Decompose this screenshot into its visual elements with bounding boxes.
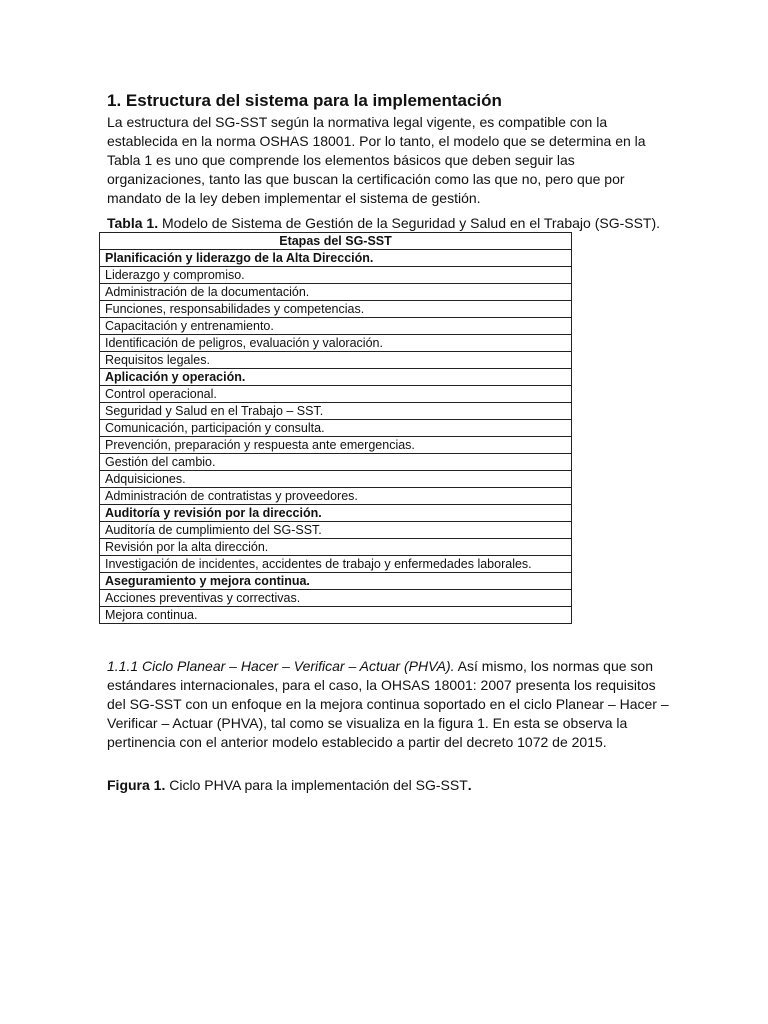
figure-caption-end: .	[467, 777, 472, 793]
table-row	[100, 607, 572, 624]
phva-paragraph	[107, 657, 672, 752]
table-row	[100, 590, 572, 607]
table-header-row	[100, 233, 572, 250]
table-row	[100, 267, 572, 284]
table-row	[100, 284, 572, 301]
table-row	[100, 539, 572, 556]
table-section-cell: Auditoría y revisión por la dirección.	[100, 505, 572, 522]
table-header-cell: Etapas del SG-SST	[100, 233, 572, 250]
table-cell: Control operacional.	[100, 386, 572, 403]
table-cell: Capacitación y entrenamiento.	[100, 318, 572, 335]
table-row	[100, 301, 572, 318]
table-cell: Revisión por la alta dirección.	[100, 539, 572, 556]
table-row	[100, 386, 572, 403]
table-section-cell: Aseguramiento y mejora continua.	[100, 573, 572, 590]
table-cell: Liderazgo y compromiso.	[100, 267, 572, 284]
table-cell: Requisitos legales.	[100, 352, 572, 369]
table-row	[100, 352, 572, 369]
table-row	[100, 335, 572, 352]
table-cell: Administración de la documentación.	[100, 284, 572, 301]
table-cell: Auditoría de cumplimiento del SG-SST.	[100, 522, 572, 539]
table-cell: Seguridad y Salud en el Trabajo – SST.	[100, 403, 572, 420]
table-cell: Administración de contratistas y proveedores.	[100, 488, 572, 505]
intro-paragraph: La estructura del SG-SST según la normativa legal vigente, es compatible con la establecida en la norma OSHAS 18001. Por lo tanto, el modelo que se determina en la Tabla 1 es uno que comprende los elementos básicos que deben seguir las organizaciones, tanto las que buscan la certificación como las que no, pero que por mandato de la ley deben implementar el sistema de gestión.	[107, 114, 646, 206]
table-cell: Gestión del cambio.	[100, 454, 572, 471]
table-cell: Mejora continua.	[100, 607, 572, 624]
table-cell: Funciones, responsabilidades y competencias.	[100, 301, 572, 318]
phva-subheading: 1.1.1 Ciclo Planear – Hacer – Verificar – Actuar (PHVA).	[107, 658, 455, 674]
table-row	[100, 505, 572, 522]
table-row	[100, 454, 572, 471]
sgsst-table	[99, 232, 572, 624]
table-section-cell: Planificación y liderazgo de la Alta Dirección.	[100, 250, 572, 267]
section-heading: 1. Estructura del sistema para la implementación	[107, 91, 502, 110]
table-row	[100, 420, 572, 437]
table-row	[100, 250, 572, 267]
table-cell: Prevención, preparación y respuesta ante emergencias.	[100, 437, 572, 454]
phva-text: Así mismo, los normas que son estándares internacionales, para el caso, la OHSAS 18001: 2007 presenta los requisitos del SG-SST con un enfoque en la mejora continua soportado en el ciclo Planear – Hacer – Verificar – Actuar (PHVA), tal como se visualiza en la figura 1. En esta se observa la pertinencia con el anterior modelo establecido a partir del decreto 1072 de 2015.	[107, 658, 669, 750]
table-cell: Acciones preventivas y correctivas.	[100, 590, 572, 607]
table-cell: Adquisiciones.	[100, 471, 572, 488]
table-row	[100, 437, 572, 454]
table-section-cell: Aplicación y operación.	[100, 369, 572, 386]
figure-caption-text: Ciclo PHVA para la implementación del SG-SST	[165, 777, 468, 793]
table-row	[100, 522, 572, 539]
table-cell: Investigación de incidentes, accidentes de trabajo y enfermedades laborales.	[100, 556, 572, 573]
table-caption-label: Tabla 1.	[107, 215, 159, 231]
table-row	[100, 573, 572, 590]
table-row	[100, 318, 572, 335]
figure-caption	[107, 776, 667, 795]
table-cell: Identificación de peligros, evaluación y valoración.	[100, 335, 572, 352]
table-row	[100, 369, 572, 386]
figure-caption-label: Figura 1.	[107, 777, 166, 793]
table-row	[100, 471, 572, 488]
table-caption-text: Modelo de Sistema de Gestión de la Seguridad y Salud en el Trabajo (SG-SST).	[158, 215, 661, 231]
table-row	[100, 488, 572, 505]
table-cell: Comunicación, participación y consulta.	[100, 420, 572, 437]
table-row	[100, 403, 572, 420]
table-row	[100, 556, 572, 573]
table-caption	[107, 214, 677, 233]
